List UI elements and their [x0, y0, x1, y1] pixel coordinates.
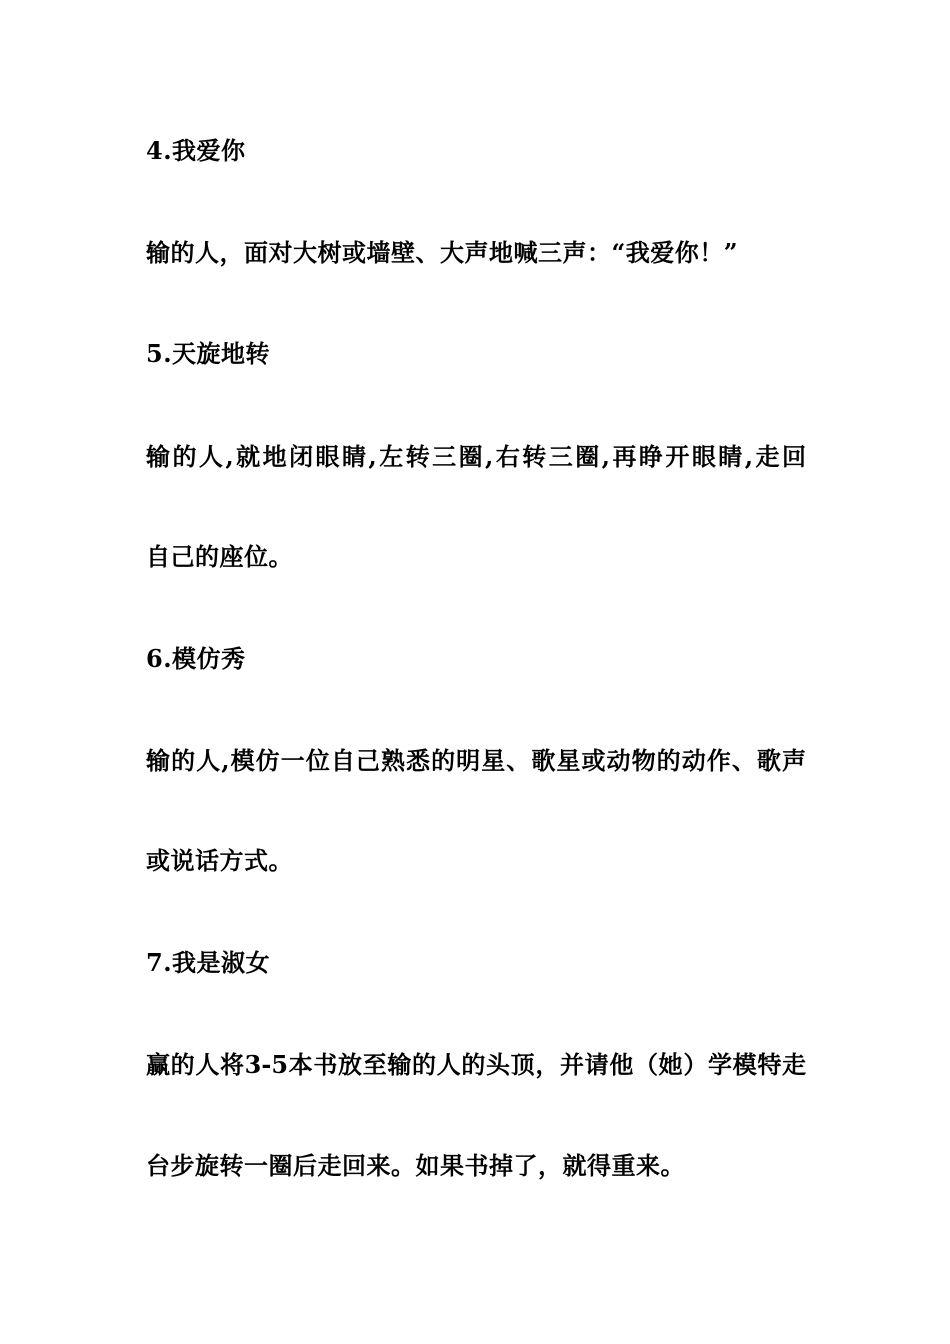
- paragraph-line: 输的人,模仿一位自己熟悉的明星、歌星或动物的动作、歌声: [146, 746, 806, 775]
- section-heading-4: 4.我爱你: [146, 136, 246, 165]
- paragraph-line: 自己的座位。: [146, 542, 293, 571]
- paragraph-line: 输的人，面对大树或墙壁、大声地喊三声：“我爱你！”: [146, 238, 739, 267]
- section-heading-7: 7.我是淑女: [146, 948, 271, 977]
- paragraph-line: 赢的人将3-5本书放至输的人的头顶，并请他（她）学模特走: [146, 1050, 806, 1079]
- section-heading-5: 5.天旋地转: [146, 339, 271, 368]
- paragraph-line: 或说话方式。: [146, 846, 293, 875]
- paragraph-line: 输的人,就地闭眼睛,左转三圈,右转三圈,再睁开眼睛,走回: [146, 442, 806, 471]
- section-heading-6: 6.模仿秀: [146, 644, 246, 673]
- paragraph-line: 台步旋转一圈后走回来。如果书掉了，就得重来。: [146, 1151, 685, 1180]
